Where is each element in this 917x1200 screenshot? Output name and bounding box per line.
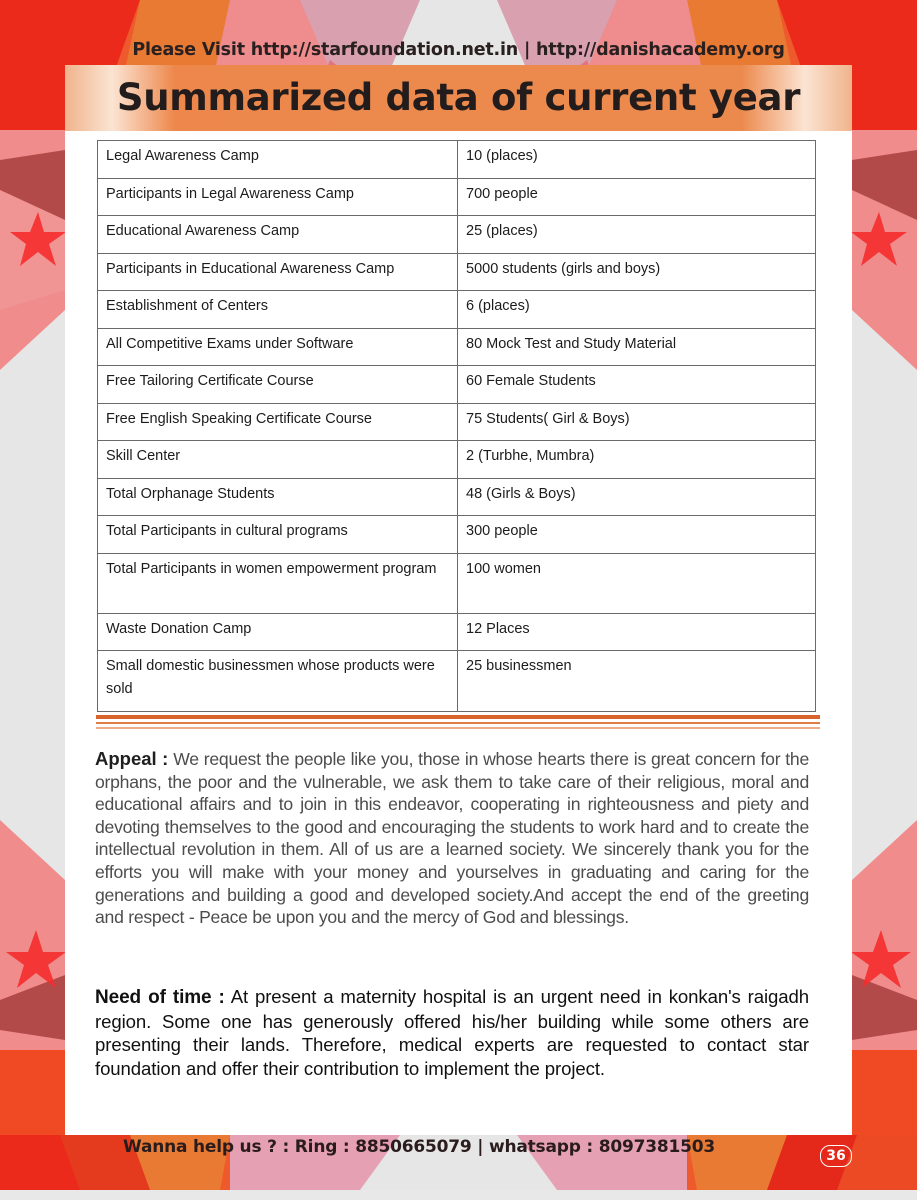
content-page: [65, 131, 852, 1135]
table-row: [98, 516, 816, 554]
row-value: 6 (places): [458, 291, 816, 329]
table-row: [98, 254, 816, 291]
need-of-time-paragraph: [95, 985, 809, 1080]
table-row: [98, 329, 816, 366]
row-value: 2 (Turbhe, Mumbra): [458, 441, 816, 479]
table-row: [98, 404, 816, 441]
summary-table: [97, 140, 816, 712]
row-label: Participants in Educational Awareness Camp: [98, 254, 458, 291]
contact-footer: Wanna help us ? : Ring : 8850665079 | whatsapp : 8097381503: [123, 1137, 716, 1157]
row-value: 48 (Girls & Boys): [458, 479, 816, 516]
row-value: 25 (places): [458, 216, 816, 254]
row-label: Educational Awareness Camp: [98, 216, 458, 254]
row-label: Total Participants in women empowerment program: [98, 554, 458, 614]
row-value: 5000 students (girls and boys): [458, 254, 816, 291]
table-row: [98, 366, 816, 404]
row-value: 80 Mock Test and Study Material: [458, 329, 816, 366]
need-of-time-body: At present a maternity hospital is an urgent need in konkan's raigadh region. Some one has generously offered his/her building while some others are presenting their lands. Therefore, medical experts are requested to contact star foundation and offer their contribution to implement the project.: [95, 986, 809, 1079]
row-label: Legal Awareness Camp: [98, 141, 458, 179]
row-label: Total Orphanage Students: [98, 479, 458, 516]
table-row: [98, 179, 816, 216]
row-label: Establishment of Centers: [98, 291, 458, 329]
table-row: [98, 554, 816, 614]
divider-line: [96, 715, 820, 719]
appeal-heading: Appeal :: [95, 748, 169, 769]
table-row: [98, 479, 816, 516]
row-label: Small domestic businessmen whose products were sold: [98, 651, 458, 712]
row-label: Total Participants in cultural programs: [98, 516, 458, 554]
table-row: [98, 441, 816, 479]
title-banner: [65, 65, 852, 131]
row-label: All Competitive Exams under Software: [98, 329, 458, 366]
row-label: Participants in Legal Awareness Camp: [98, 179, 458, 216]
row-label: Waste Donation Camp: [98, 614, 458, 651]
row-value: 300 people: [458, 516, 816, 554]
appeal-body: We request the people like you, those in whose hearts there is great concern for the orphans, the poor and the vulnerable, we ask them to take care of their religious, moral and educational affairs and to join in this endeavor, cooperating in righteousness and piety and devoting themselves to the good and encouraging the students to work hard and to create the intellectual revolution in them. All of us are a learned society. We sincerely thank you for the efforts you will make with your money and yourselves in graduating and caring for the generations and building a good and developed society.And accept the end of the greeting and respect - Peace be upon you and the mercy of God and blessings.: [95, 749, 809, 928]
row-value: 700 people: [458, 179, 816, 216]
table-row: [98, 614, 816, 651]
row-value: 60 Female Students: [458, 366, 816, 404]
row-label: Skill Center: [98, 441, 458, 479]
table-row: [98, 216, 816, 254]
need-of-time-heading: Need of time :: [95, 987, 225, 1008]
row-label: Free Tailoring Certificate Course: [98, 366, 458, 404]
page-title: Summarized data of current year: [116, 76, 801, 119]
row-value: 100 women: [458, 554, 816, 614]
row-value: 10 (places): [458, 141, 816, 179]
row-value: 12 Places: [458, 614, 816, 651]
table-row: [98, 291, 816, 329]
website-links-banner: Please Visit http://starfoundation.net.in | http://danishacademy.org: [132, 40, 785, 60]
table-row: [98, 141, 816, 179]
row-value: 75 Students( Girl & Boys): [458, 404, 816, 441]
row-label: Free English Speaking Certificate Course: [98, 404, 458, 441]
page-number-badge: 36: [820, 1145, 852, 1167]
divider-line: [96, 722, 820, 724]
table-row: [98, 651, 816, 712]
appeal-paragraph: [95, 748, 809, 929]
row-value: 25 businessmen: [458, 651, 816, 712]
divider-line: [96, 727, 820, 729]
